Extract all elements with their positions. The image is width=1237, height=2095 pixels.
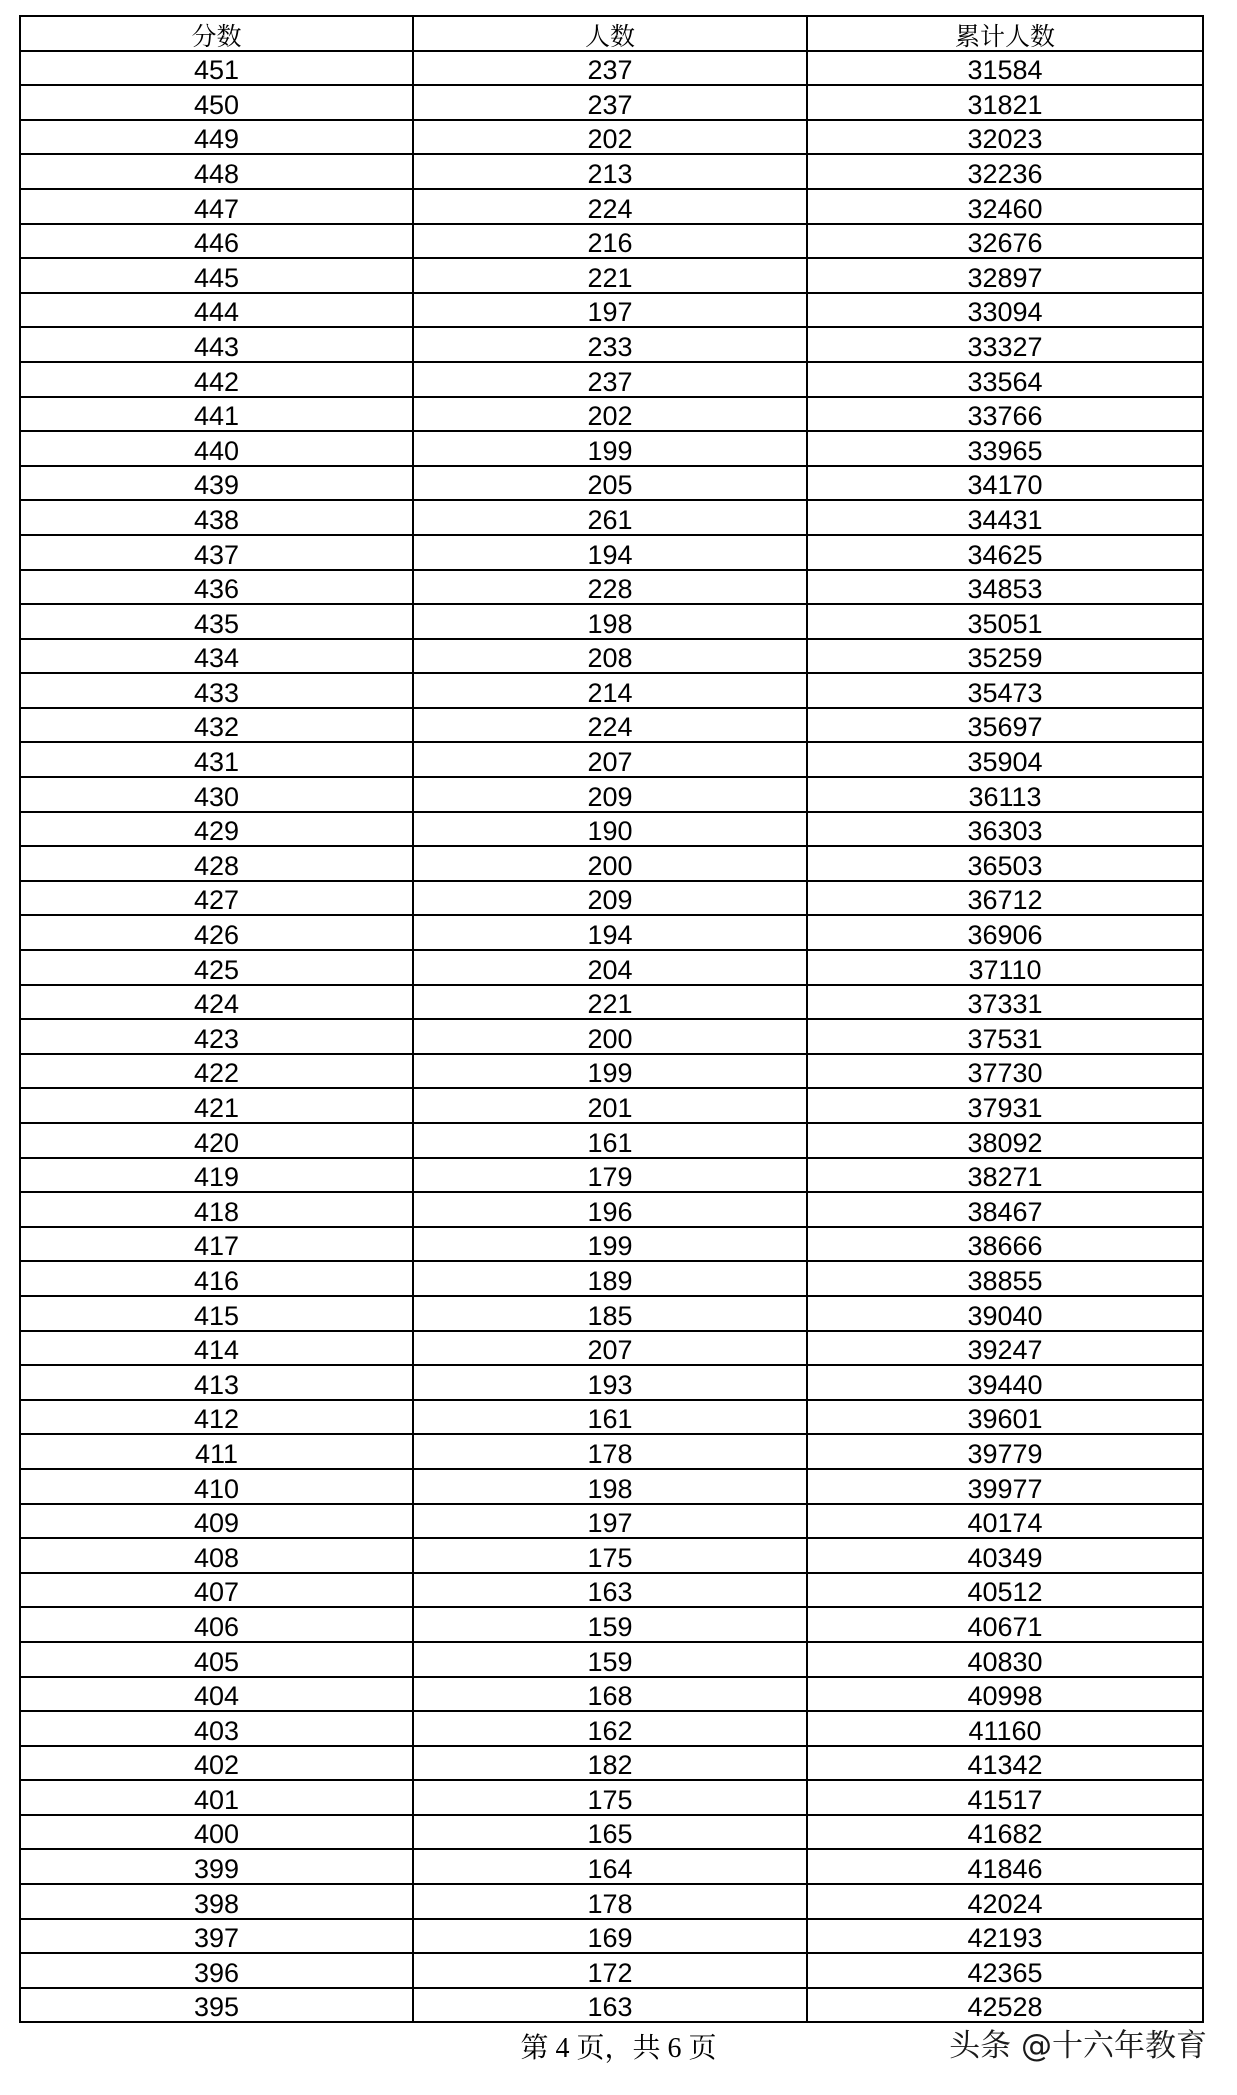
score-cell: 422 <box>20 1054 413 1089</box>
cumulative-cell: 35904 <box>807 742 1203 777</box>
table-row <box>20 812 1203 847</box>
cumulative-cell: 40671 <box>807 1607 1203 1642</box>
score-cell: 399 <box>20 1849 413 1884</box>
count-cell: 237 <box>413 362 807 397</box>
cumulative-cell: 36303 <box>807 812 1203 847</box>
cumulative-cell: 32236 <box>807 154 1203 189</box>
cumulative-cell: 33094 <box>807 293 1203 328</box>
table-row <box>20 1815 1203 1850</box>
count-cell: 165 <box>413 1815 807 1850</box>
cumulative-cell: 39779 <box>807 1434 1203 1469</box>
table-row <box>20 1123 1203 1158</box>
table-row <box>20 1227 1203 1262</box>
count-cell: 159 <box>413 1642 807 1677</box>
header-count: 人数 <box>413 16 807 51</box>
score-cell: 433 <box>20 673 413 708</box>
cumulative-cell: 35697 <box>807 708 1203 743</box>
table-row <box>20 881 1203 916</box>
count-cell: 209 <box>413 881 807 916</box>
page-number-footer: 第 4 页，共 6 页 <box>520 2033 717 2064</box>
count-cell: 197 <box>413 293 807 328</box>
table-row <box>20 1711 1203 1746</box>
count-cell: 200 <box>413 1019 807 1054</box>
cumulative-cell: 39601 <box>807 1400 1203 1435</box>
score-cell: 418 <box>20 1192 413 1227</box>
table-row <box>20 1780 1203 1815</box>
table-row <box>20 85 1203 120</box>
table-row <box>20 327 1203 362</box>
table-row <box>20 742 1203 777</box>
table-row <box>20 639 1203 674</box>
table-row <box>20 1607 1203 1642</box>
cumulative-cell: 32023 <box>807 120 1203 155</box>
score-cell: 406 <box>20 1607 413 1642</box>
score-cell: 424 <box>20 985 413 1020</box>
cumulative-cell: 36712 <box>807 881 1203 916</box>
table-row <box>20 604 1203 639</box>
cumulative-cell: 33965 <box>807 431 1203 466</box>
count-cell: 199 <box>413 431 807 466</box>
table-row <box>20 777 1203 812</box>
cumulative-cell: 40998 <box>807 1677 1203 1712</box>
count-cell: 233 <box>413 327 807 362</box>
score-cell: 442 <box>20 362 413 397</box>
count-cell: 182 <box>413 1746 807 1781</box>
table-row <box>20 1054 1203 1089</box>
score-distribution-table <box>19 15 1204 2023</box>
table-row <box>20 293 1203 328</box>
cumulative-cell: 42365 <box>807 1953 1203 1988</box>
table-row <box>20 1434 1203 1469</box>
table-row <box>20 1573 1203 1608</box>
count-cell: 237 <box>413 51 807 86</box>
score-cell: 417 <box>20 1227 413 1262</box>
score-cell: 408 <box>20 1538 413 1573</box>
score-cell: 405 <box>20 1642 413 1677</box>
table-row <box>20 846 1203 881</box>
count-cell: 190 <box>413 812 807 847</box>
cumulative-cell: 32460 <box>807 189 1203 224</box>
score-cell: 430 <box>20 777 413 812</box>
count-cell: 224 <box>413 708 807 743</box>
count-cell: 189 <box>413 1261 807 1296</box>
cumulative-cell: 38092 <box>807 1123 1203 1158</box>
cumulative-cell: 37331 <box>807 985 1203 1020</box>
table-row <box>20 708 1203 743</box>
count-cell: 221 <box>413 258 807 293</box>
table-row <box>20 1988 1203 2023</box>
count-cell: 200 <box>413 846 807 881</box>
cumulative-cell: 39040 <box>807 1296 1203 1331</box>
score-cell: 410 <box>20 1469 413 1504</box>
table-row <box>20 154 1203 189</box>
count-cell: 202 <box>413 397 807 432</box>
cumulative-cell: 33327 <box>807 327 1203 362</box>
score-cell: 401 <box>20 1780 413 1815</box>
table-row <box>20 1884 1203 1919</box>
cumulative-cell: 40512 <box>807 1573 1203 1608</box>
cumulative-cell: 34431 <box>807 500 1203 535</box>
cumulative-cell: 35051 <box>807 604 1203 639</box>
score-cell: 403 <box>20 1711 413 1746</box>
score-cell: 412 <box>20 1400 413 1435</box>
header-score: 分数 <box>20 16 413 51</box>
count-cell: 193 <box>413 1365 807 1400</box>
table-row <box>20 224 1203 259</box>
score-cell: 415 <box>20 1296 413 1331</box>
cumulative-cell: 38666 <box>807 1227 1203 1262</box>
score-cell: 414 <box>20 1331 413 1366</box>
count-cell: 224 <box>413 189 807 224</box>
table-row <box>20 570 1203 605</box>
cumulative-cell: 36503 <box>807 846 1203 881</box>
cumulative-cell: 34625 <box>807 535 1203 570</box>
table-row <box>20 431 1203 466</box>
score-cell: 437 <box>20 535 413 570</box>
count-cell: 221 <box>413 985 807 1020</box>
table-row <box>20 950 1203 985</box>
count-cell: 159 <box>413 1607 807 1642</box>
table-row <box>20 1469 1203 1504</box>
score-cell: 441 <box>20 397 413 432</box>
count-cell: 216 <box>413 224 807 259</box>
count-cell: 162 <box>413 1711 807 1746</box>
table-row <box>20 985 1203 1020</box>
table-row <box>20 1919 1203 1954</box>
score-cell: 409 <box>20 1504 413 1539</box>
cumulative-cell: 36113 <box>807 777 1203 812</box>
count-cell: 196 <box>413 1192 807 1227</box>
cumulative-cell: 34853 <box>807 570 1203 605</box>
source-watermark: 头条 @十六年教育 <box>949 2028 1207 2064</box>
cumulative-cell: 33564 <box>807 362 1203 397</box>
count-cell: 204 <box>413 950 807 985</box>
score-cell: 400 <box>20 1815 413 1850</box>
table-row <box>20 1642 1203 1677</box>
table-row <box>20 189 1203 224</box>
table-body <box>20 51 1203 2023</box>
table-row <box>20 1261 1203 1296</box>
cumulative-cell: 32897 <box>807 258 1203 293</box>
score-cell: 423 <box>20 1019 413 1054</box>
score-cell: 416 <box>20 1261 413 1296</box>
score-cell: 396 <box>20 1953 413 1988</box>
cumulative-cell: 31821 <box>807 85 1203 120</box>
table-row <box>20 673 1203 708</box>
header-cumulative: 累计人数 <box>807 16 1203 51</box>
table-row <box>20 397 1203 432</box>
score-cell: 445 <box>20 258 413 293</box>
count-cell: 237 <box>413 85 807 120</box>
count-cell: 213 <box>413 154 807 189</box>
count-cell: 185 <box>413 1296 807 1331</box>
table-row <box>20 1365 1203 1400</box>
cumulative-cell: 35473 <box>807 673 1203 708</box>
cumulative-cell: 32676 <box>807 224 1203 259</box>
score-cell: 407 <box>20 1573 413 1608</box>
cumulative-cell: 41517 <box>807 1780 1203 1815</box>
cumulative-cell: 37931 <box>807 1088 1203 1123</box>
score-cell: 395 <box>20 1988 413 2023</box>
cumulative-cell: 38855 <box>807 1261 1203 1296</box>
table-header-row <box>20 16 1203 51</box>
table-row <box>20 466 1203 501</box>
count-cell: 172 <box>413 1953 807 1988</box>
score-cell: 419 <box>20 1158 413 1193</box>
table-row <box>20 1331 1203 1366</box>
table-row <box>20 1504 1203 1539</box>
cumulative-cell: 38467 <box>807 1192 1203 1227</box>
table-row <box>20 1088 1203 1123</box>
score-cell: 413 <box>20 1365 413 1400</box>
cumulative-cell: 37110 <box>807 950 1203 985</box>
cumulative-cell: 34170 <box>807 466 1203 501</box>
score-cell: 429 <box>20 812 413 847</box>
score-cell: 427 <box>20 881 413 916</box>
score-cell: 444 <box>20 293 413 328</box>
score-cell: 439 <box>20 466 413 501</box>
count-cell: 179 <box>413 1158 807 1193</box>
table-row <box>20 1400 1203 1435</box>
count-cell: 178 <box>413 1884 807 1919</box>
count-cell: 199 <box>413 1227 807 1262</box>
score-cell: 411 <box>20 1434 413 1469</box>
count-cell: 168 <box>413 1677 807 1712</box>
table-row <box>20 1158 1203 1193</box>
count-cell: 161 <box>413 1400 807 1435</box>
count-cell: 261 <box>413 500 807 535</box>
table-row <box>20 1849 1203 1884</box>
table-row <box>20 120 1203 155</box>
count-cell: 207 <box>413 742 807 777</box>
count-cell: 198 <box>413 1469 807 1504</box>
score-cell: 438 <box>20 500 413 535</box>
cumulative-cell: 39977 <box>807 1469 1203 1504</box>
score-cell: 447 <box>20 189 413 224</box>
score-cell: 450 <box>20 85 413 120</box>
count-cell: 197 <box>413 1504 807 1539</box>
table-row <box>20 535 1203 570</box>
cumulative-cell: 41682 <box>807 1815 1203 1850</box>
score-cell: 421 <box>20 1088 413 1123</box>
table-row <box>20 1296 1203 1331</box>
cumulative-cell: 37531 <box>807 1019 1203 1054</box>
cumulative-cell: 39440 <box>807 1365 1203 1400</box>
cumulative-cell: 35259 <box>807 639 1203 674</box>
cumulative-cell: 38271 <box>807 1158 1203 1193</box>
count-cell: 205 <box>413 466 807 501</box>
cumulative-cell: 40174 <box>807 1504 1203 1539</box>
count-cell: 207 <box>413 1331 807 1366</box>
table-row <box>20 362 1203 397</box>
table-row <box>20 1746 1203 1781</box>
cumulative-cell: 37730 <box>807 1054 1203 1089</box>
cumulative-cell: 41342 <box>807 1746 1203 1781</box>
cumulative-cell: 33766 <box>807 397 1203 432</box>
cumulative-cell: 39247 <box>807 1331 1203 1366</box>
table-row <box>20 1192 1203 1227</box>
score-cell: 435 <box>20 604 413 639</box>
count-cell: 228 <box>413 570 807 605</box>
score-cell: 434 <box>20 639 413 674</box>
cumulative-cell: 42528 <box>807 1988 1203 2023</box>
count-cell: 164 <box>413 1849 807 1884</box>
count-cell: 194 <box>413 535 807 570</box>
count-cell: 175 <box>413 1538 807 1573</box>
cumulative-cell: 41160 <box>807 1711 1203 1746</box>
cumulative-cell: 42193 <box>807 1919 1203 1954</box>
count-cell: 208 <box>413 639 807 674</box>
score-cell: 398 <box>20 1884 413 1919</box>
cumulative-cell: 42024 <box>807 1884 1203 1919</box>
table-row <box>20 1953 1203 1988</box>
score-cell: 451 <box>20 51 413 86</box>
score-cell: 402 <box>20 1746 413 1781</box>
cumulative-cell: 40349 <box>807 1538 1203 1573</box>
table-row <box>20 258 1203 293</box>
score-cell: 436 <box>20 570 413 605</box>
score-cell: 432 <box>20 708 413 743</box>
score-cell: 425 <box>20 950 413 985</box>
count-cell: 175 <box>413 1780 807 1815</box>
table-row <box>20 1677 1203 1712</box>
count-cell: 209 <box>413 777 807 812</box>
cumulative-cell: 41846 <box>807 1849 1203 1884</box>
score-cell: 440 <box>20 431 413 466</box>
count-cell: 214 <box>413 673 807 708</box>
score-cell: 443 <box>20 327 413 362</box>
count-cell: 194 <box>413 915 807 950</box>
score-cell: 448 <box>20 154 413 189</box>
cumulative-cell: 40830 <box>807 1642 1203 1677</box>
table-row <box>20 51 1203 86</box>
count-cell: 169 <box>413 1919 807 1954</box>
table-row <box>20 915 1203 950</box>
score-cell: 397 <box>20 1919 413 1954</box>
count-cell: 199 <box>413 1054 807 1089</box>
table-row <box>20 1019 1203 1054</box>
score-cell: 431 <box>20 742 413 777</box>
count-cell: 178 <box>413 1434 807 1469</box>
score-cell: 449 <box>20 120 413 155</box>
score-cell: 420 <box>20 1123 413 1158</box>
cumulative-cell: 36906 <box>807 915 1203 950</box>
count-cell: 163 <box>413 1988 807 2023</box>
table-row <box>20 500 1203 535</box>
score-cell: 404 <box>20 1677 413 1712</box>
table-row <box>20 1538 1203 1573</box>
count-cell: 201 <box>413 1088 807 1123</box>
count-cell: 202 <box>413 120 807 155</box>
count-cell: 163 <box>413 1573 807 1608</box>
count-cell: 198 <box>413 604 807 639</box>
count-cell: 161 <box>413 1123 807 1158</box>
score-cell: 426 <box>20 915 413 950</box>
score-cell: 428 <box>20 846 413 881</box>
score-cell: 446 <box>20 224 413 259</box>
cumulative-cell: 31584 <box>807 51 1203 86</box>
